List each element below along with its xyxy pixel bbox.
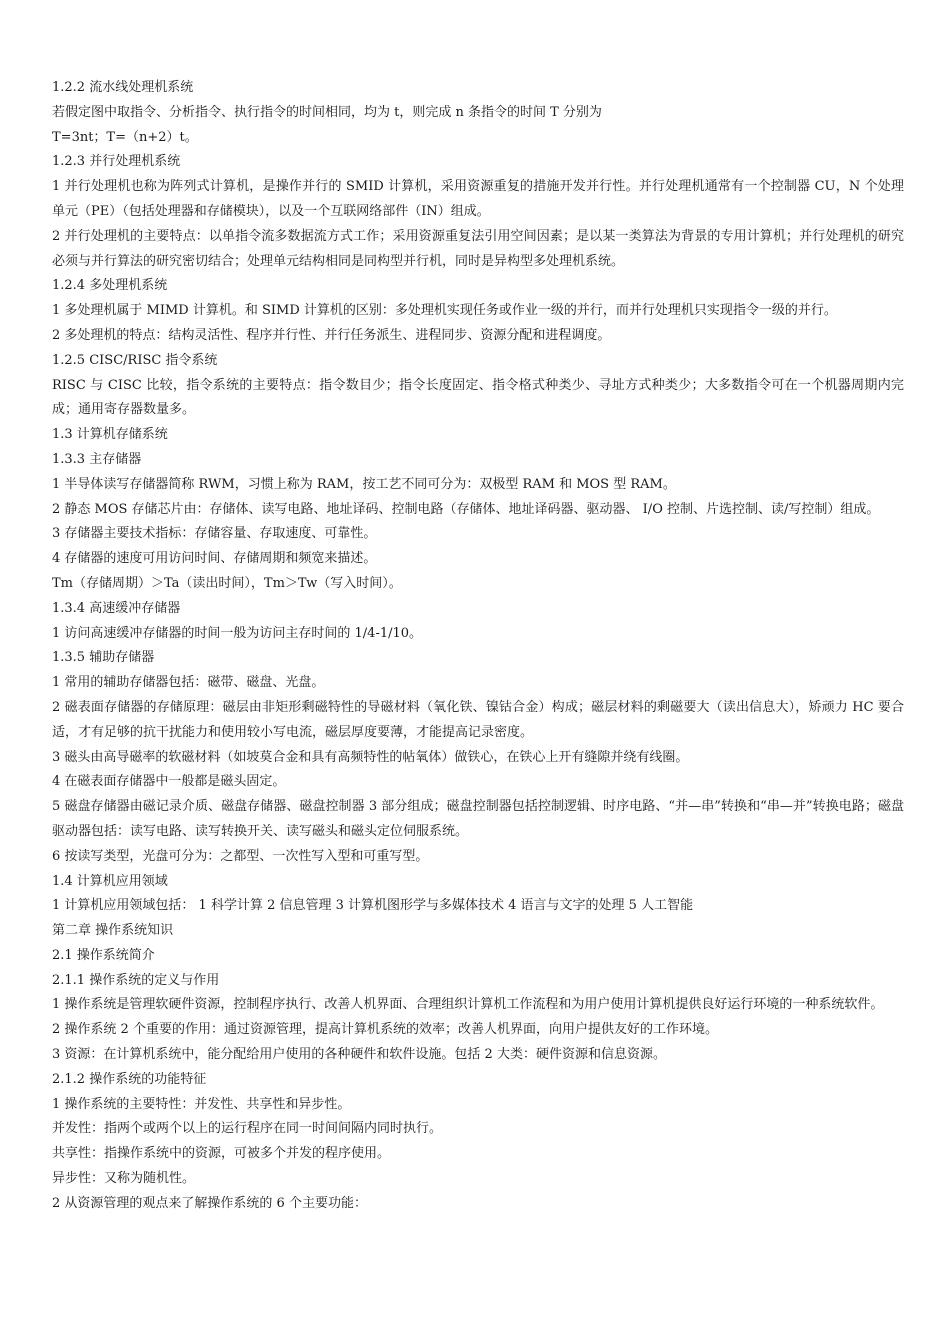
- document-page: [52, 76, 904, 1217]
- section-heading: 1.2.3 并行处理机系统: [52, 154, 181, 170]
- section-heading: 2.1.2 操作系统的功能特征: [52, 1071, 207, 1087]
- paragraph: 6 按读写类型，光盘可分为：之都型、一次性写入型和可重写型。: [52, 848, 429, 864]
- paragraph: 1 操作系统的主要特性：并发性、共享性和异步性。: [52, 1096, 351, 1112]
- paragraph: 4 存储器的速度可用访问时间、存储周期和频宽来描述。: [52, 551, 377, 567]
- paragraph: 1 半导体读写存储器简称 RWM，习惯上称为 RAM，按工艺不同可分为：双极型 RAM 和 MOS 型 RAM。: [52, 476, 676, 492]
- paragraph: 3 资源：在计算机系统中，能分配给用户使用的各种硬件和软件设施。包括 2 大类：硬件资源和信息资源。: [52, 1047, 666, 1063]
- paragraph: 3 存储器主要技术指标：存储容量、存取速度、可靠性。: [52, 526, 377, 542]
- paragraph: 1 常用的辅助存储器包括：磁带、磁盘、光盘。: [52, 675, 325, 691]
- paragraph: 1 多处理机属于 MIMD 计算机。和 SIMD 计算机的区别：多处理机实现任务或作业一级的并行，而并行处理机只实现指令一级的并行。: [52, 303, 837, 319]
- paragraph: 3 磁头由高导磁率的软磁材料（如坡莫合金和具有高频特性的帖氧体）做铁心，在铁心上开有缝隙并绕有线圈。: [52, 749, 689, 765]
- paragraph: RISC 与 CISC 比较，指令系统的主要特点：指令数目少；指令长度固定、指令格式种类少、寻址方式种类少；大多数指令可在一个机器周期内完成；通用寄存器数量多。: [52, 377, 904, 418]
- section-heading: 1.3.3 主存储器: [52, 451, 142, 467]
- section-heading: 1.2.5 CISC/RISC 指令系统: [52, 352, 218, 368]
- paragraph: 2 从资源管理的观点来了解操作系统的 6 个主要功能：: [52, 1195, 367, 1211]
- paragraph: 1 访问高速缓冲存储器的时间一般为访问主存时间的 1/4-1/10。: [52, 625, 423, 641]
- paragraph: 4 在磁表面存储器中一般都是磁头固定。: [52, 774, 286, 790]
- paragraph: 2 多处理机的特点：结构灵活性、程序并行性、并行任务派生、进程同步、资源分配和进程调度。: [52, 327, 611, 343]
- paragraph: 5 磁盘存储器由磁记录介质、磁盘存储器、磁盘控制器 3 部分组成；磁盘控制器包括控制逻辑、时序电路、“并—串”转换和“串—并”转换电路；磁盘驱动器包括：读写电路、读写转换开关、读写磁头和磁头定位伺服系统。: [52, 799, 904, 839]
- paragraph: 2 静态 MOS 存储芯片由：存储体、读写电路、地址译码、控制电路（存储体、地址译码器、驱动器、 I/O 控制、片选控制、读/写控制）组成。: [52, 501, 880, 517]
- chapter-heading: 第二章 操作系统知识: [52, 923, 174, 939]
- section-heading: 1.3.4 高速缓冲存储器: [52, 600, 181, 616]
- paragraph: 若假定图中取指令、分析指令、执行指令的时间相同，均为 t，则完成 n 条指令的时间 T 分别为: [52, 104, 602, 120]
- section-heading: 1.2.2 流水线处理机系统: [52, 80, 194, 95]
- section-heading: 2.1.1 操作系统的定义与作用: [52, 972, 220, 988]
- paragraph: 并发性：指两个或两个以上的运行程序在同一时间间隔内同时执行。: [52, 1121, 443, 1137]
- section-heading: 1.2.4 多处理机系统: [52, 278, 168, 294]
- paragraph: 2 磁表面存储器的存储原理：磁层由非矩形剩磁特性的导磁材料（氧化铁、镍钴合金）构成；磁层材料的剩磁要大（读出信息大），矫顽力 HC 要合适，才有足够的抗干扰能力和使用较小写电流，磁层厚度要薄，才能提高记录密度。: [52, 699, 904, 740]
- paragraph: 异步性：又称为随机性。: [52, 1171, 196, 1187]
- section-heading: 1.3 计算机存储系统: [52, 427, 168, 443]
- paragraph: 2 并行处理机的主要特点：以单指令流多数据流方式工作；采用资源重复法引用空间因素；是以某一类算法为背景的专用计算机；并行处理机的研究必须与并行算法的研究密切结合；处理单元结构相同是同构型并行机，同时是异构型多处理机系统。: [52, 228, 904, 269]
- paragraph: T=3nt；T=（n+2）t。: [52, 129, 198, 145]
- paragraph: 共享性：指操作系统中的资源，可被多个并发的程序使用。: [52, 1146, 391, 1162]
- paragraph: 1 计算机应用领域包括： 1 科学计算 2 信息管理 3 计算机图形学与多媒体技术 4 语言与文字的处理 5 人工智能: [52, 898, 694, 914]
- section-heading: 1.3.5 辅助存储器: [52, 650, 155, 666]
- paragraph: 1 操作系统是管理软硬件资源，控制程序执行、改善人机界面、合理组织计算机工作流程和为用户使用计算机提供良好运行环境的一种系统软件。: [52, 997, 884, 1013]
- paragraph: Tm（存储周期）＞Ta（读出时间），Tm＞Tw（写入时间）。: [52, 575, 402, 591]
- paragraph: 2 操作系统 2 个重要的作用：通过资源管理，提高计算机系统的效率；改善人机界面，向用户提供友好的工作环境。: [52, 1022, 718, 1038]
- section-heading: 1.4 计算机应用领域: [52, 873, 168, 889]
- paragraph: 1 并行处理机也称为阵列式计算机，是操作并行的 SMID 计算机，采用资源重复的措施开发并行性。并行处理机通常有一个控制器 CU，N 个处理单元（PE）（包括处理器和存储模块），以及一个互联网络部件（IN）组成。: [52, 179, 904, 219]
- section-heading: 2.1 操作系统简介: [52, 947, 155, 963]
